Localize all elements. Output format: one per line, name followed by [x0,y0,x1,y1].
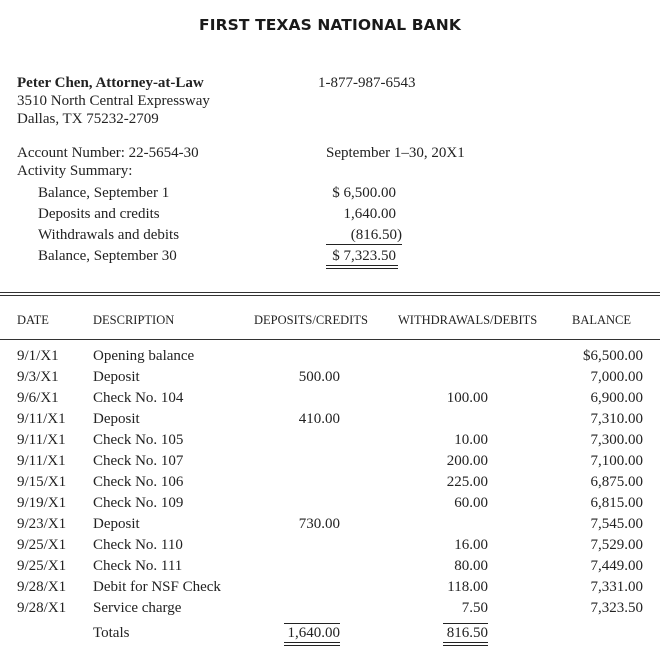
row-balance: 7,323.50 [590,600,643,616]
bank-phone: 1-877-987-6543 [318,75,416,91]
row-withdrawal: 80.00 [454,558,488,574]
row-balance: 6,875.00 [590,474,643,490]
row-description: Check No. 109 [93,495,184,511]
summary-label: Balance, September 30 [38,248,177,264]
row-date: 9/28/X1 [17,600,67,616]
column-header-balance: BALANCE [572,313,632,327]
statement-period: September 1–30, 20X1 [326,145,465,161]
totals-deposits-double-underline [284,642,340,646]
summary-label: Deposits and credits [38,206,160,222]
activity-summary-label: Activity Summary: [17,163,133,179]
row-description: Check No. 104 [93,390,184,406]
totals-withdrawals: 816.50 [446,625,488,641]
row-date: 9/11/X1 [17,432,66,448]
totals-withdrawals-double-underline [443,642,488,646]
row-withdrawal: 10.00 [454,432,488,448]
row-balance: 7,545.00 [590,516,643,532]
summary-value: $ 7,323.50 [332,248,396,264]
customer-name: Peter Chen, Attorney-at-Law [17,75,204,91]
row-balance: 7,529.00 [590,537,643,553]
row-balance: 7,000.00 [590,369,643,385]
totals-deposits: 1,640.00 [287,625,340,641]
row-balance: 6,900.00 [590,390,643,406]
row-withdrawal: 100.00 [446,390,488,406]
row-description: Check No. 106 [93,474,184,490]
table-header-rule [0,339,660,340]
row-description: Debit for NSF Check [93,579,221,595]
column-header-date: DATE [17,313,49,327]
row-withdrawal: 16.00 [454,537,488,553]
row-balance: 6,815.00 [590,495,643,511]
row-description: Deposit [93,411,140,427]
bank-name: FIRST TEXAS NATIONAL BANK [199,16,461,34]
row-withdrawal: 225.00 [446,474,488,490]
row-description: Check No. 110 [93,537,183,553]
summary-label: Withdrawals and debits [38,227,180,243]
summary-value: $ 6,500.00 [332,185,396,201]
row-balance: 7,300.00 [590,432,643,448]
row-description: Opening balance [93,348,195,364]
row-withdrawal: 200.00 [446,453,488,469]
row-date: 9/25/X1 [17,537,67,553]
row-balance: 7,100.00 [590,453,643,469]
row-date: 9/11/X1 [17,411,66,427]
row-withdrawal: 118.00 [447,579,488,595]
summary-underline [326,244,402,245]
row-description: Service charge [93,600,182,616]
row-date: 9/6/X1 [17,390,59,406]
customer-address-line2: Dallas, TX 75232-2709 [17,111,159,127]
summary-value: (816.50) [350,227,402,243]
row-date: 9/28/X1 [17,579,67,595]
row-description: Deposit [93,516,140,532]
totals-withdrawals-topline [443,623,488,624]
account-number: Account Number: 22-5654-30 [17,145,199,161]
column-header-description: DESCRIPTION [93,313,175,327]
row-date: 9/19/X1 [17,495,67,511]
row-description: Deposit [93,369,140,385]
row-withdrawal: 60.00 [454,495,488,511]
totals-deposits-topline [284,623,340,624]
column-header-withdrawals: WITHDRAWALS/DEBITS [398,313,538,327]
totals-label: Totals [93,625,130,641]
row-balance: 7,449.00 [590,558,643,574]
row-withdrawal: 7.50 [461,600,488,616]
row-balance: 7,331.00 [590,579,643,595]
row-date: 9/25/X1 [17,558,67,574]
row-deposit: 500.00 [298,369,340,385]
row-date: 9/3/X1 [17,369,59,385]
customer-address-line1: 3510 North Central Expressway [17,93,210,109]
row-deposit: 410.00 [298,411,340,427]
summary-label: Balance, September 1 [38,185,170,201]
row-description: Check No. 111 [93,558,183,574]
row-description: Check No. 107 [93,453,184,469]
column-header-deposits: DEPOSITS/CREDITS [254,313,368,327]
summary-value: 1,640.00 [343,206,396,222]
row-date: 9/15/X1 [17,474,67,490]
row-description: Check No. 105 [93,432,184,448]
row-date: 9/23/X1 [17,516,67,532]
row-deposit: 730.00 [298,516,340,532]
row-date: 9/11/X1 [17,453,66,469]
row-balance: 7,310.00 [590,411,643,427]
row-balance: $6,500.00 [583,348,643,364]
row-date: 9/1/X1 [17,348,59,364]
summary-double-underline [326,265,398,269]
table-top-rule [0,292,660,296]
